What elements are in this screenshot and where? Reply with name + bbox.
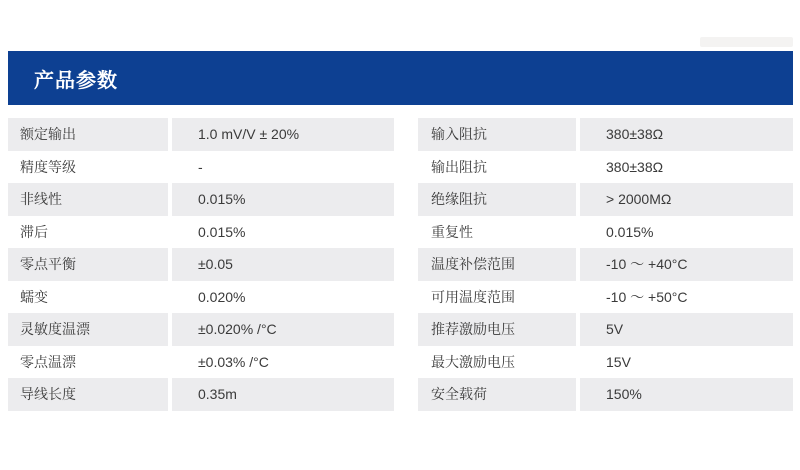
spec-value: > 2000MΩ <box>580 183 793 216</box>
spec-label: 零点温漂 <box>20 353 76 370</box>
spec-label: 可用温度范围 <box>431 288 515 305</box>
spec-label: 滞后 <box>20 223 48 240</box>
table-row <box>8 248 793 281</box>
spec-value: 0.020% <box>198 288 246 305</box>
spec-label: 非线性 <box>8 183 168 216</box>
spec-label: 额定输出 <box>8 118 168 151</box>
table-row <box>8 346 793 379</box>
spec-value: 15V <box>606 353 631 370</box>
table-row <box>8 118 793 151</box>
table-row <box>8 313 793 346</box>
table-row <box>8 216 793 249</box>
spec-value: -10 ～ +40°C <box>580 248 793 281</box>
spec-value: 150% <box>580 378 793 411</box>
spec-value: -10 ～ +50°C <box>606 288 688 305</box>
spec-label: 温度补偿范围 <box>418 248 576 281</box>
spec-label: 精度等级 <box>20 158 76 175</box>
section-header-bar <box>8 51 793 105</box>
spec-label: 导线长度 <box>8 378 168 411</box>
spec-label: 推荐激励电压 <box>418 313 576 346</box>
table-row <box>8 151 793 184</box>
spec-label: 灵敏度温漂 <box>8 313 168 346</box>
spec-label: 绝缘阻抗 <box>418 183 576 216</box>
spec-label: 输入阻抗 <box>418 118 576 151</box>
spec-value: 0.015% <box>606 223 654 240</box>
spec-value: 380±38Ω <box>580 118 793 151</box>
spec-label: 重复性 <box>431 223 473 240</box>
spec-value: 0.015% <box>198 223 246 240</box>
spec-value: ±0.05 <box>172 248 394 281</box>
spec-value: 1.0 mV/V ± 20% <box>172 118 394 151</box>
spec-label: 蠕变 <box>20 288 48 305</box>
spec-value: ±0.03% /°C <box>198 353 269 370</box>
spec-label: 安全载荷 <box>418 378 576 411</box>
spec-value: - <box>198 158 203 175</box>
table-row <box>8 281 793 314</box>
spec-label: 零点平衡 <box>8 248 168 281</box>
spec-label: 最大激励电压 <box>431 353 515 370</box>
spec-value: 0.35m <box>172 378 394 411</box>
table-row <box>8 183 793 216</box>
spec-value: 0.015% <box>172 183 394 216</box>
page-title: 产品参数 <box>34 69 118 92</box>
spec-value: 380±38Ω <box>606 158 664 175</box>
spec-table <box>8 118 793 411</box>
watermark <box>700 37 793 47</box>
table-row <box>8 378 793 411</box>
spec-value: 5V <box>580 313 793 346</box>
spec-value: ±0.020% /°C <box>172 313 394 346</box>
spec-label: 输出阻抗 <box>431 158 487 175</box>
